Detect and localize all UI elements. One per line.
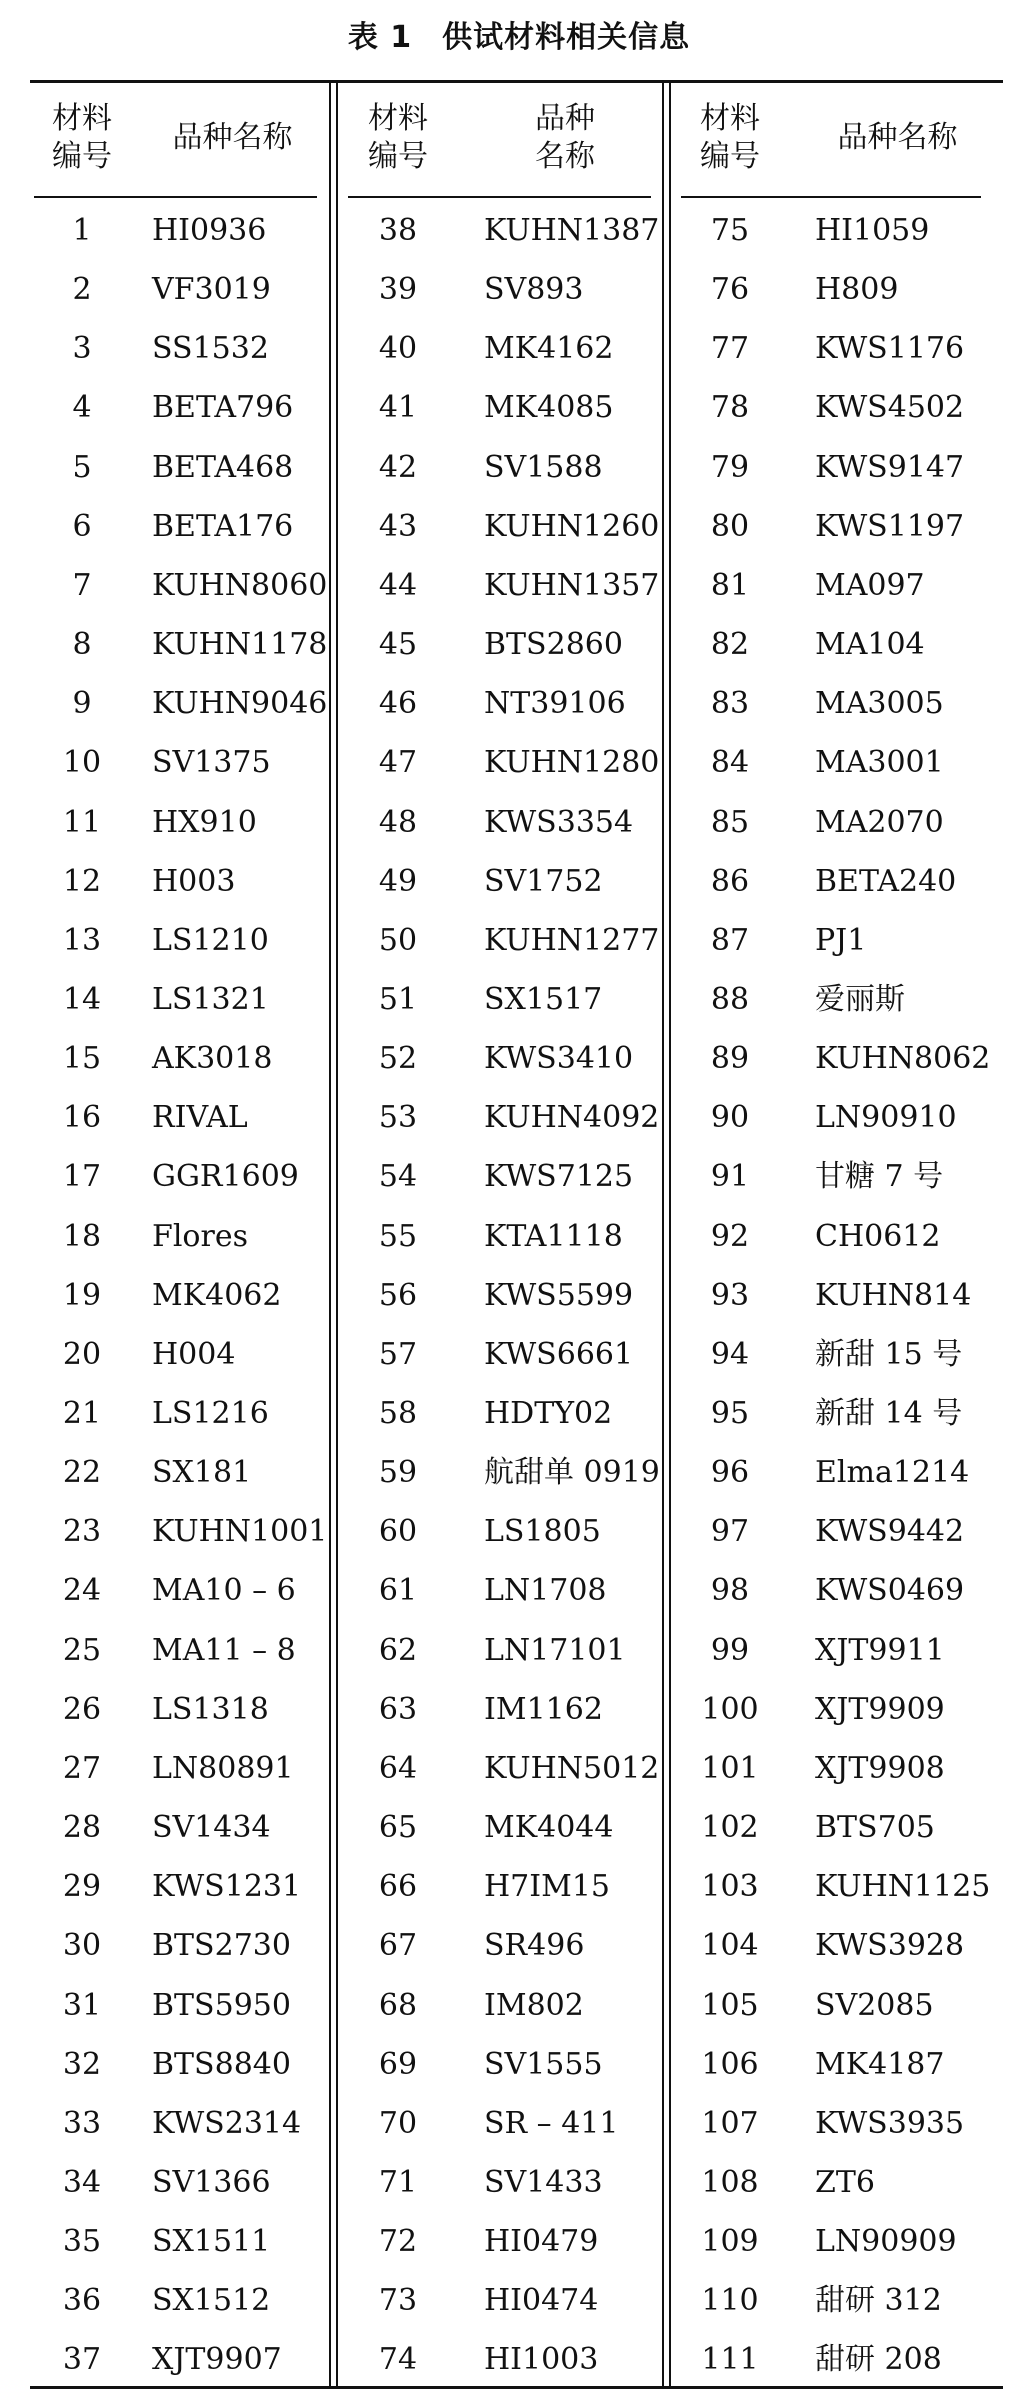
material-number: 81 <box>710 568 750 603</box>
material-number: 43 <box>378 509 418 544</box>
material-number: 109 <box>701 2224 759 2259</box>
variety-name: HI1059 <box>815 213 930 248</box>
variety-name: LS1805 <box>484 1514 601 1549</box>
variety-name: MK4062 <box>152 1278 282 1313</box>
variety-name: KUHN1280 <box>484 745 660 780</box>
variety-name: KWS3410 <box>484 1041 634 1076</box>
material-number: 18 <box>62 1219 102 1254</box>
material-number: 49 <box>378 864 418 899</box>
variety-name: LS1318 <box>152 1692 269 1727</box>
variety-name: VF3019 <box>152 272 271 307</box>
material-number: 20 <box>62 1337 102 1372</box>
variety-name: BTS705 <box>815 1810 935 1845</box>
material-number: 54 <box>378 1159 418 1194</box>
material-number: 96 <box>710 1455 750 1490</box>
material-number: 95 <box>710 1396 750 1431</box>
table-bottom-rule <box>30 2386 1003 2389</box>
variety-name: BETA796 <box>152 390 294 425</box>
material-number: 22 <box>62 1455 102 1490</box>
material-number: 111 <box>701 2342 759 2377</box>
material-number: 10 <box>62 745 102 780</box>
variety-name: KUHN5012 <box>484 1751 660 1786</box>
variety-name: XJT9909 <box>815 1692 945 1727</box>
variety-name: HX910 <box>152 805 257 840</box>
header-col3-name: 品种名称 <box>837 120 958 155</box>
variety-name: 甜研 312 <box>815 2283 942 2318</box>
variety-name: KWS4502 <box>815 390 965 425</box>
material-number: 23 <box>62 1514 102 1549</box>
variety-name: SV893 <box>484 272 584 307</box>
material-number: 12 <box>62 864 102 899</box>
material-number: 100 <box>701 1692 759 1727</box>
material-number: 8 <box>72 627 92 662</box>
variety-name: BETA176 <box>152 509 294 544</box>
variety-name: MK4085 <box>484 390 614 425</box>
variety-name: KWS3354 <box>484 805 634 840</box>
material-number: 52 <box>378 1041 418 1076</box>
variety-name: 甘糖 7 号 <box>815 1159 944 1194</box>
column-separator-1a <box>329 80 331 2388</box>
variety-name: XJT9908 <box>815 1751 945 1786</box>
variety-name: MA104 <box>815 627 925 662</box>
material-number: 72 <box>378 2224 418 2259</box>
variety-name: KUHN4092 <box>484 1100 660 1135</box>
material-number: 30 <box>62 1928 102 1963</box>
variety-name: BTS8840 <box>152 2047 291 2082</box>
material-number: 4 <box>72 390 92 425</box>
header-underline-1 <box>34 196 317 198</box>
variety-name: H7IM15 <box>484 1869 610 1904</box>
material-number: 82 <box>710 627 750 662</box>
variety-name: 新甜 14 号 <box>815 1396 963 1431</box>
variety-name: SX1517 <box>484 982 603 1017</box>
variety-name: MA3005 <box>815 686 944 721</box>
table-title <box>0 18 1032 58</box>
material-number: 29 <box>62 1869 102 1904</box>
material-number: 2 <box>72 272 92 307</box>
material-number: 58 <box>378 1396 418 1431</box>
material-number: 55 <box>378 1219 418 1254</box>
variety-name: 甜研 208 <box>815 2342 942 2377</box>
material-number: 110 <box>701 2283 759 2318</box>
material-number: 15 <box>62 1041 102 1076</box>
variety-name: GGR1609 <box>152 1159 299 1194</box>
variety-name: Flores <box>152 1219 248 1254</box>
material-number: 17 <box>62 1159 102 1194</box>
variety-name: SV1366 <box>152 2165 271 2200</box>
variety-name: BTS5950 <box>152 1988 291 2023</box>
variety-name: KUHN1178 <box>152 627 328 662</box>
material-number: 90 <box>710 1100 750 1135</box>
variety-name: Elma1214 <box>815 1455 970 1490</box>
material-number: 84 <box>710 745 750 780</box>
material-number: 64 <box>378 1751 418 1786</box>
variety-name: LN90910 <box>815 1100 957 1135</box>
material-number: 79 <box>710 450 750 485</box>
material-number: 44 <box>378 568 418 603</box>
variety-name: IM1162 <box>484 1692 603 1727</box>
variety-name: 新甜 15 号 <box>815 1337 963 1372</box>
variety-name: BTS2730 <box>152 1928 291 1963</box>
header-underline-3 <box>681 196 981 198</box>
material-number: 13 <box>62 923 102 958</box>
variety-name: KUHN1260 <box>484 509 660 544</box>
variety-name: KWS7125 <box>484 1159 634 1194</box>
variety-name: HI0474 <box>484 2283 599 2318</box>
material-number: 86 <box>710 864 750 899</box>
variety-name: LN17101 <box>484 1633 626 1668</box>
variety-name: KWS1176 <box>815 331 965 366</box>
variety-name: HDTY02 <box>484 1396 613 1431</box>
material-number: 104 <box>701 1928 759 1963</box>
table-number: 表 1 <box>347 20 413 55</box>
material-number: 9 <box>72 686 92 721</box>
variety-name: LS1321 <box>152 982 269 1017</box>
variety-name: SV1433 <box>484 2165 603 2200</box>
material-number: 83 <box>710 686 750 721</box>
variety-name: LS1210 <box>152 923 269 958</box>
variety-name: KUHN8060 <box>152 568 328 603</box>
variety-name: SV1752 <box>484 864 603 899</box>
material-number: 97 <box>710 1514 750 1549</box>
material-number: 92 <box>710 1219 750 1254</box>
variety-name: LN90909 <box>815 2224 957 2259</box>
variety-name: SV1434 <box>152 1810 271 1845</box>
variety-name: KWS1197 <box>815 509 965 544</box>
variety-name: MK4187 <box>815 2047 945 2082</box>
material-number: 16 <box>62 1100 102 1135</box>
variety-name: KUHN1125 <box>815 1869 991 1904</box>
material-number: 28 <box>62 1810 102 1845</box>
material-number: 36 <box>62 2283 102 2318</box>
material-number: 53 <box>378 1100 418 1135</box>
material-number: 98 <box>710 1573 750 1608</box>
material-number: 105 <box>701 1988 759 2023</box>
material-number: 89 <box>710 1041 750 1076</box>
material-number: 88 <box>710 982 750 1017</box>
variety-name: KUHN1001 <box>152 1514 328 1549</box>
variety-name: KUHN1387 <box>484 213 660 248</box>
material-number: 40 <box>378 331 418 366</box>
variety-name: KUHN1357 <box>484 568 660 603</box>
variety-name: 航甜单 0919 <box>484 1455 660 1490</box>
material-number: 5 <box>72 450 92 485</box>
variety-name: NT39106 <box>484 686 626 721</box>
material-number: 51 <box>378 982 418 1017</box>
material-number: 45 <box>378 627 418 662</box>
variety-name: MK4044 <box>484 1810 614 1845</box>
material-number: 33 <box>62 2106 102 2141</box>
material-number: 59 <box>378 1455 418 1490</box>
material-number: 93 <box>710 1278 750 1313</box>
material-number: 103 <box>701 1869 759 1904</box>
variety-name: 爱丽斯 <box>815 982 905 1017</box>
variety-name: KWS1231 <box>152 1869 302 1904</box>
column-separator-2b <box>669 80 671 2388</box>
variety-name: KWS9147 <box>815 450 965 485</box>
material-number: 38 <box>378 213 418 248</box>
variety-name: BETA240 <box>815 864 957 899</box>
material-number: 47 <box>378 745 418 780</box>
material-number: 42 <box>378 450 418 485</box>
variety-name: KUHN8062 <box>815 1041 991 1076</box>
variety-name: BTS2860 <box>484 627 623 662</box>
table-top-rule <box>30 80 1003 83</box>
variety-name: SV1375 <box>152 745 271 780</box>
variety-name: KWS0469 <box>815 1573 965 1608</box>
material-number: 78 <box>710 390 750 425</box>
variety-name: SX1512 <box>152 2283 271 2318</box>
variety-name: KWS6661 <box>484 1337 634 1372</box>
variety-name: HI1003 <box>484 2342 599 2377</box>
material-number: 31 <box>62 1988 102 2023</box>
variety-name: SV1555 <box>484 2047 603 2082</box>
variety-name: MK4162 <box>484 331 614 366</box>
material-number: 7 <box>72 568 92 603</box>
material-number: 56 <box>378 1278 418 1313</box>
header-col1-name: 品种名称 <box>172 120 293 155</box>
variety-name: KWS5599 <box>484 1278 634 1313</box>
variety-name: IM802 <box>484 1988 584 2023</box>
header-col3-number: 材料 编号 <box>700 101 760 174</box>
variety-name: KWS2314 <box>152 2106 302 2141</box>
header-col1-number: 材料 编号 <box>52 101 112 174</box>
material-number: 27 <box>62 1751 102 1786</box>
header-col2-name: 品种 名称 <box>535 101 595 174</box>
material-number: 60 <box>378 1514 418 1549</box>
material-number: 14 <box>62 982 102 1017</box>
variety-name: KWS9442 <box>815 1514 965 1549</box>
material-number: 34 <box>62 2165 102 2200</box>
variety-name: HI0936 <box>152 213 267 248</box>
material-number: 6 <box>72 509 92 544</box>
variety-name: H004 <box>152 1337 236 1372</box>
material-number: 41 <box>378 390 418 425</box>
material-number: 75 <box>710 213 750 248</box>
material-number: 46 <box>378 686 418 721</box>
variety-name: PJ1 <box>815 923 867 958</box>
variety-name: SV1588 <box>484 450 603 485</box>
material-number: 1 <box>72 213 92 248</box>
material-number: 85 <box>710 805 750 840</box>
variety-name: LS1216 <box>152 1396 269 1431</box>
variety-name: AK3018 <box>152 1041 273 1076</box>
variety-name: KWS3935 <box>815 2106 965 2141</box>
material-number: 32 <box>62 2047 102 2082</box>
variety-name: RIVAL <box>152 1100 248 1135</box>
variety-name: SV2085 <box>815 1988 934 2023</box>
material-number: 62 <box>378 1633 418 1668</box>
material-number: 11 <box>62 805 102 840</box>
material-number: 76 <box>710 272 750 307</box>
material-number: 19 <box>62 1278 102 1313</box>
variety-name: XJT9911 <box>815 1633 945 1668</box>
variety-name: ZT6 <box>815 2165 875 2200</box>
material-number: 87 <box>710 923 750 958</box>
variety-name: KUHN9046 <box>152 686 328 721</box>
variety-name: MA11 – 8 <box>152 1633 296 1668</box>
material-number: 107 <box>701 2106 759 2141</box>
material-number: 3 <box>72 331 92 366</box>
variety-name: LN1708 <box>484 1573 607 1608</box>
material-number: 69 <box>378 2047 418 2082</box>
material-number: 108 <box>701 2165 759 2200</box>
material-number: 99 <box>710 1633 750 1668</box>
material-number: 37 <box>62 2342 102 2377</box>
variety-name: KUHN814 <box>815 1278 972 1313</box>
material-number: 70 <box>378 2106 418 2141</box>
variety-name: HI0479 <box>484 2224 599 2259</box>
variety-name: SX1511 <box>152 2224 271 2259</box>
variety-name: H809 <box>815 272 899 307</box>
variety-name: MA3001 <box>815 745 944 780</box>
material-number: 106 <box>701 2047 759 2082</box>
variety-name: MA2070 <box>815 805 944 840</box>
material-number: 25 <box>62 1633 102 1668</box>
variety-name: SX181 <box>152 1455 252 1490</box>
variety-name: SR – 411 <box>484 2106 619 2141</box>
material-number: 50 <box>378 923 418 958</box>
column-separator-1b <box>336 80 338 2388</box>
material-number: 24 <box>62 1573 102 1608</box>
material-number: 71 <box>378 2165 418 2200</box>
header-col2-number: 材料 编号 <box>368 101 428 174</box>
material-number: 73 <box>378 2283 418 2318</box>
variety-name: MA097 <box>815 568 925 603</box>
material-number: 68 <box>378 1988 418 2023</box>
material-number: 80 <box>710 509 750 544</box>
header-underline-2 <box>348 196 651 198</box>
material-number: 74 <box>378 2342 418 2377</box>
variety-name: XJT9907 <box>152 2342 282 2377</box>
variety-name: H003 <box>152 864 236 899</box>
variety-name: SR496 <box>484 1928 585 1963</box>
material-number: 102 <box>701 1810 759 1845</box>
variety-name: KWS3928 <box>815 1928 965 1963</box>
material-number: 94 <box>710 1337 750 1372</box>
table-caption: 供试材料相关信息 <box>442 20 691 55</box>
material-number: 91 <box>710 1159 750 1194</box>
material-number: 26 <box>62 1692 102 1727</box>
material-number: 21 <box>62 1396 102 1431</box>
variety-name: KTA1118 <box>484 1219 623 1254</box>
variety-name: KUHN1277 <box>484 923 660 958</box>
material-number: 35 <box>62 2224 102 2259</box>
variety-name: BETA468 <box>152 450 294 485</box>
material-number: 65 <box>378 1810 418 1845</box>
material-number: 67 <box>378 1928 418 1963</box>
variety-name: SS1532 <box>152 331 269 366</box>
material-number: 101 <box>701 1751 759 1786</box>
column-separator-2a <box>662 80 664 2388</box>
material-number: 63 <box>378 1692 418 1727</box>
material-number: 48 <box>378 805 418 840</box>
material-number: 66 <box>378 1869 418 1904</box>
material-number: 61 <box>378 1573 418 1608</box>
variety-name: MA10 – 6 <box>152 1573 296 1608</box>
material-number: 39 <box>378 272 418 307</box>
variety-name: LN80891 <box>152 1751 294 1786</box>
variety-name: CH0612 <box>815 1219 941 1254</box>
material-number: 77 <box>710 331 750 366</box>
material-number: 57 <box>378 1337 418 1372</box>
